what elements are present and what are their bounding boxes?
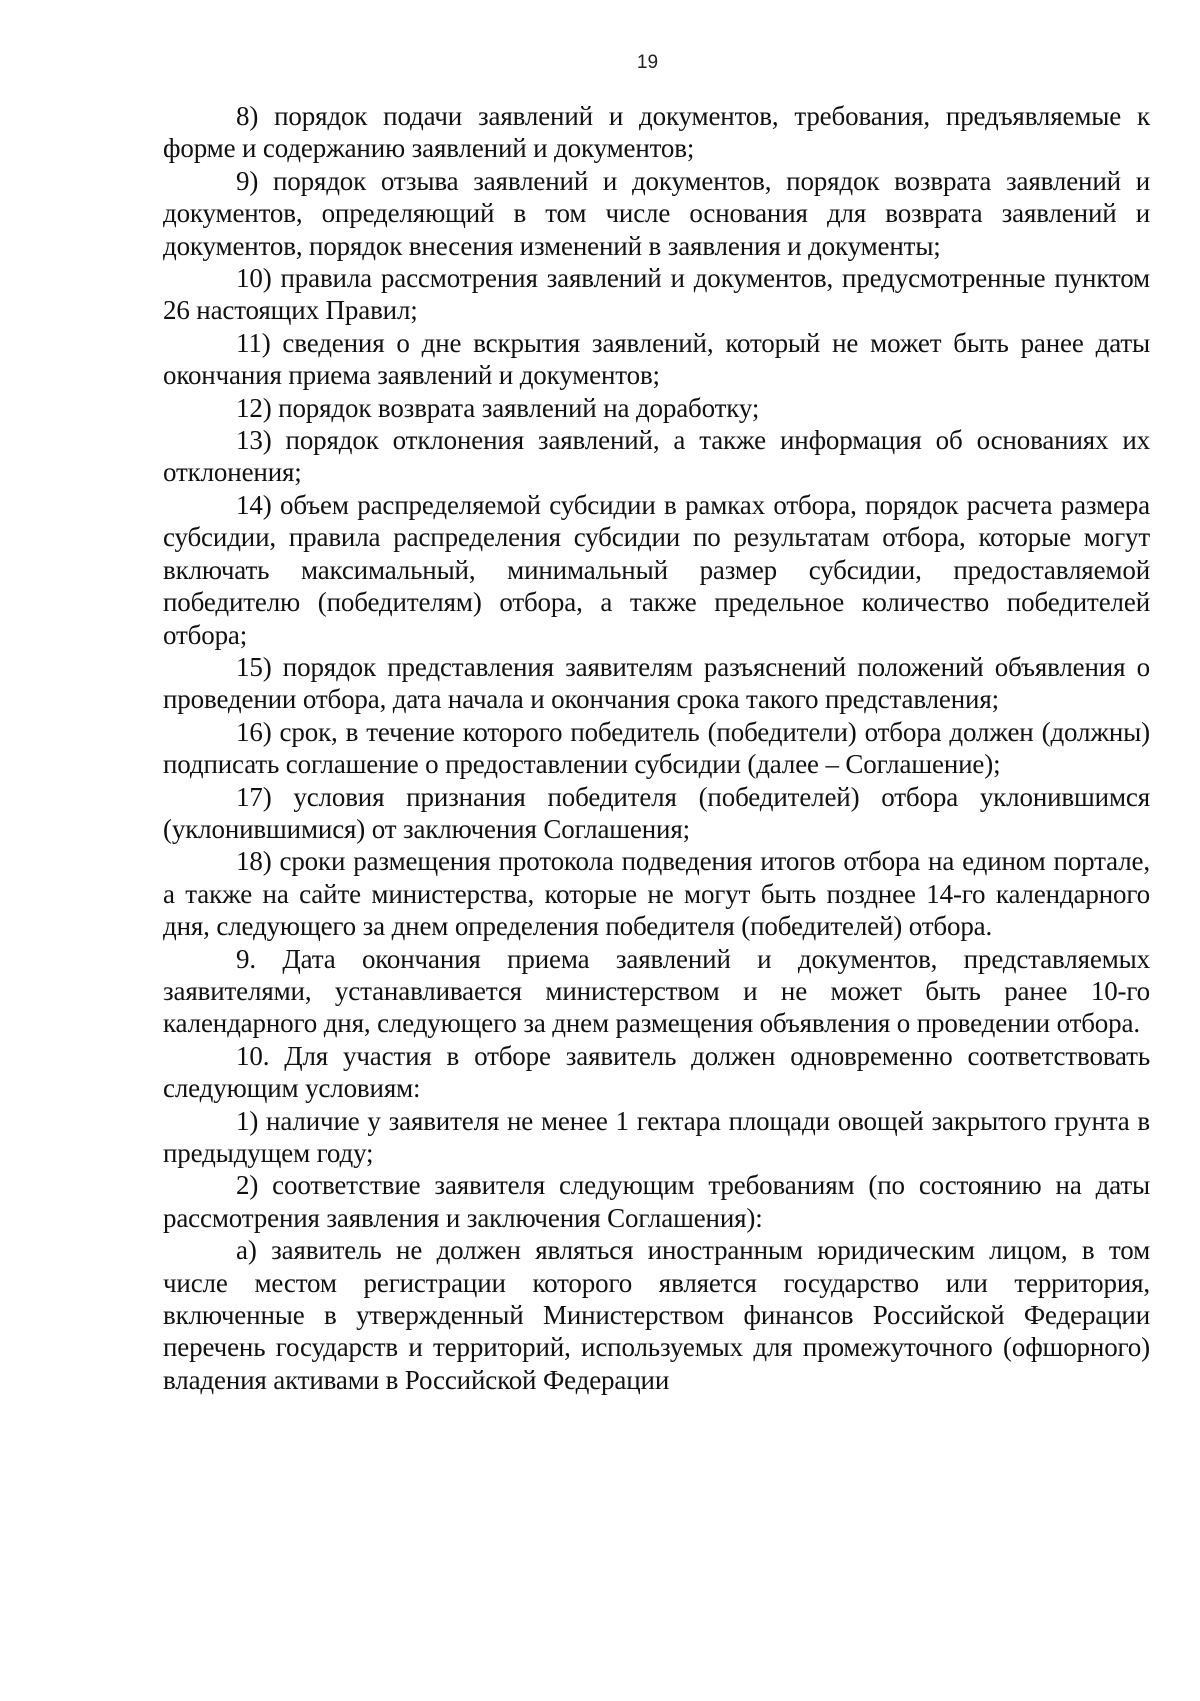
list-item-14: 14) объем распределяемой субсидии в рамках отбора, порядок расчета размера субсидии, правила распределения субсидии по результатам отбора, которые могут включать максимальный, минимальный размер субсидии, предоставляемой победителю (победителям) отбора, а также предельное количество победителей отбора; <box>163 489 1150 650</box>
list-item-10: 10) правила рассмотрения заявлений и документов, предусмотренные пунктом 26 настоящих Правил; <box>163 263 1150 326</box>
condition-2: 2) соответствие заявителя следующим требованиям (по состоянию на даты рассмотрения заявления и заключения Соглашения): <box>163 1170 1150 1233</box>
requirement-a: а) заявитель не должен являться иностранным юридическим лицом, в том числе местом регистрации которого является государство или территория, включенные в утвержденный Министерством финансов Российской Федерации перечень государств и территорий, используемых для промежуточного (офшорного) владения активами в Российской Федерации <box>163 1235 1150 1395</box>
list-item-13: 13) порядок отклонения заявлений, а также информация об основаниях их отклонения; <box>163 425 1150 488</box>
list-item-12: 12) порядок возврата заявлений на доработку; <box>236 392 760 423</box>
list-item-18: 18) сроки размещения протокола подведения итогов отбора на едином портале, а также на сайте министерства, которые не могут быть позднее 14-го календарного дня, следующего за днем определения победителя (победителей) отбора. <box>163 846 1150 942</box>
clause-10: 10. Для участия в отборе заявитель должен одновременно соответствовать следующим условиям: <box>163 1040 1150 1104</box>
clause-9: 9. Дата окончания приема заявлений и документов, представляемых заявителями, устанавливается министерством и не может быть ранее 10-го календарного дня, следующего за днем размещения объявления о проведении отбора. <box>163 943 1150 1039</box>
list-item-8: 8) порядок подачи заявлений и документов, требования, предъявляемые к форме и содержанию заявлений и документов; <box>163 101 1150 164</box>
list-item-11: 11) сведения о дне вскрытия заявлений, который не может быть ранее даты окончания приема заявлений и документов; <box>163 327 1150 391</box>
page-number: 19 <box>636 52 659 73</box>
condition-1: 1) наличие у заявителя не менее 1 гектара площади овощей закрытого грунта в предыдущем году; <box>163 1105 1150 1168</box>
list-item-16: 16) срок, в течение которого победитель (победители) отбора должен (должны) подписать соглашение о предоставлении субсидии (далее – Соглашение); <box>163 716 1150 780</box>
list-item-9: 9) порядок отзыва заявлений и документов, порядок возврата заявлений и документов, определяющий в том числе основания для возврата заявлений и документов, порядок внесения изменений в заявления и документы; <box>163 165 1150 261</box>
list-item-17: 17) условия признания победителя (победителей) отбора уклонившимся (уклонившимися) от заключения Соглашения; <box>163 781 1150 844</box>
document-body <box>163 100 1150 1396</box>
list-item-15: 15) порядок представления заявителям разъяснений положений объявления о проведении отбора, дата начала и окончания срока такого представления; <box>163 651 1150 715</box>
